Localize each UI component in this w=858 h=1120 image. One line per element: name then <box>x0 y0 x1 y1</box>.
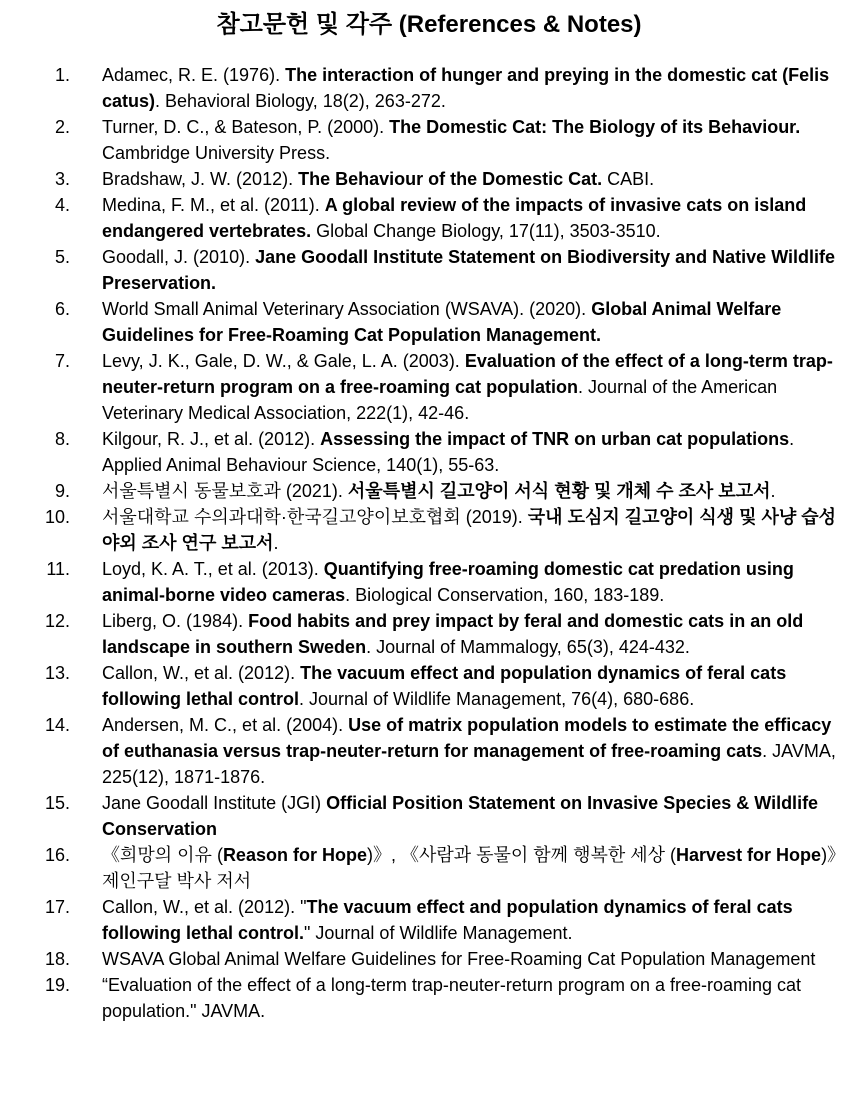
reference-text: . JAVMA, 225(12), 1871-1876. <box>102 741 836 787</box>
reference-item <box>0 114 858 166</box>
reference-text: . <box>770 481 776 501</box>
reference-item <box>0 62 858 114</box>
reference-text: 서울특별시 동물보호과 (2021). <box>102 481 348 501</box>
reference-text: Levy, J. K., Gale, D. W., & Gale, L. A. (2003). <box>102 351 465 371</box>
reference-number: 8. <box>54 429 70 449</box>
reference-item <box>0 296 858 348</box>
reference-title-text: Use of matrix population models to estimate the efficacy of euthanasia versus trap-neuter-return for management of free-roaming cats <box>102 715 832 761</box>
reference-text: . Biological Conservation, 160, 183-189. <box>345 585 665 605</box>
reference-title-text: 국내 도심지 길고양이 식생 및 사냥 습성 야외 조사 연구 보고서 <box>102 507 837 553</box>
reference-text: . Behavioral Biology, 18(2), 263-272. <box>155 91 446 111</box>
reference-title-text: The Behaviour of the Domestic Cat. <box>298 169 603 189</box>
reference-item <box>0 842 858 894</box>
reference-title-text: The Domestic Cat: The Biology of its Behaviour. <box>389 117 801 137</box>
reference-item <box>0 894 858 946</box>
reference-text: Goodall, J. (2010). <box>102 247 256 267</box>
reference-text: Callon, W., et al. (2012). <box>102 663 301 683</box>
reference-text: )》, 《사람과 동물이 함께 행복한 세상 ( <box>366 845 677 865</box>
reference-number: 13. <box>44 663 70 683</box>
reference-title-text: Official Position Statement on Invasive Species & Wildlife Conservation <box>102 793 819 839</box>
reference-text: Adamec, R. E. (1976). <box>102 65 286 85</box>
reference-item <box>0 504 858 556</box>
reference-number: 1. <box>54 65 70 85</box>
reference-text: CABI. <box>602 169 655 189</box>
reference-title-text: Evaluation of the effect of a long-term trap-neuter-return program on a free-roaming cat population <box>102 351 833 397</box>
reference-title-text: Global Animal Welfare Guidelines for Free-Roaming Cat Population Management. <box>102 299 782 345</box>
reference-item <box>0 166 858 192</box>
reference-text: Medina, F. M., et al. (2011). <box>102 195 325 215</box>
reference-title-text: A global review of the impacts of invasive cats on island endangered vertebrates. <box>102 195 807 241</box>
reference-text: Liberg, O. (1984). <box>102 611 249 631</box>
reference-title-text: Assessing the impact of TNR on urban cat populations <box>320 429 790 449</box>
reference-number: 10. <box>44 507 70 527</box>
reference-item <box>0 790 858 842</box>
reference-text: Kilgour, R. J., et al. (2012). <box>102 429 321 449</box>
reference-text: “Evaluation of the effect of a long-term trap-neuter-return program on a free-roaming cat population." JAVMA. <box>102 975 802 1021</box>
reference-text: Turner, D. C., & Bateson, P. (2000). <box>102 117 390 137</box>
reference-title-text: Quantifying free-roaming domestic cat predation using animal-borne video cameras <box>102 559 794 605</box>
reference-text: Loyd, K. A. T., et al. (2013). <box>102 559 324 579</box>
reference-text: Global Change Biology, 17(11), 3503-3510. <box>311 221 661 241</box>
reference-item <box>0 478 858 504</box>
reference-text: . <box>273 533 279 553</box>
reference-item <box>0 348 858 426</box>
reference-item <box>0 972 858 1024</box>
reference-item <box>0 712 858 790</box>
reference-number: 12. <box>44 611 70 631</box>
reference-text: 서울대학교 수의과대학·한국길고양이보호협회 (2019). <box>102 507 528 527</box>
reference-title-text: Harvest for Hope <box>676 845 822 865</box>
reference-title-text: 서울특별시 길고양이 서식 현황 및 개체 수 조사 보고서 <box>347 481 771 501</box>
reference-item <box>0 244 858 296</box>
reference-item <box>0 556 858 608</box>
reference-list <box>0 62 858 1024</box>
reference-text: . Journal of the American Veterinary Medical Association, 222(1), 42-46. <box>102 377 778 423</box>
reference-text: WSAVA Global Animal Welfare Guidelines for Free-Roaming Cat Population Management <box>102 949 816 969</box>
reference-text: . Applied Animal Behaviour Science, 140(1), 55-63. <box>102 429 795 475</box>
reference-number: 4. <box>54 195 70 215</box>
reference-text: . Journal of Mammalogy, 65(3), 424-432. <box>366 637 690 657</box>
reference-number: 9. <box>54 481 70 501</box>
reference-item <box>0 660 858 712</box>
reference-text: Bradshaw, J. W. (2012). <box>102 169 299 189</box>
reference-number: 16. <box>44 845 70 865</box>
reference-number: 15. <box>44 793 70 813</box>
reference-text: Jane Goodall Institute (JGI) <box>102 793 327 813</box>
reference-number: 3. <box>54 169 70 189</box>
reference-text: )》 제인구달 박사 저서 <box>102 845 846 891</box>
reference-title-text: Reason for Hope <box>222 845 367 865</box>
reference-text: World Small Animal Veterinary Association (WSAVA). (2020). <box>102 299 592 319</box>
reference-title-text: The interaction of hunger and preying in the domestic cat (Felis catus) <box>102 65 830 111</box>
reference-number: 19. <box>44 975 70 995</box>
reference-item <box>0 608 858 660</box>
reference-title-text: The vacuum effect and population dynamics of feral cats following lethal control. <box>102 897 793 943</box>
reference-number: 18. <box>44 949 70 969</box>
reference-text: Callon, W., et al. (2012). " <box>102 897 307 917</box>
reference-item <box>0 426 858 478</box>
reference-title-text: Food habits and prey impact by feral and domestic cats in an old landscape in southern Sweden <box>102 611 804 657</box>
reference-number: 5. <box>54 247 70 267</box>
reference-text: . Journal of Wildlife Management, 76(4), 680-686. <box>299 689 695 709</box>
reference-number: 6. <box>54 299 70 319</box>
reference-text: " Journal of Wildlife Management. <box>304 923 573 943</box>
reference-title-text: The vacuum effect and population dynamics of feral cats following lethal control <box>102 663 787 709</box>
reference-number: 14. <box>44 715 70 735</box>
reference-number: 11. <box>46 559 70 579</box>
reference-number: 7. <box>54 351 70 371</box>
reference-item <box>0 192 858 244</box>
reference-number: 2. <box>54 117 70 137</box>
reference-text: Cambridge University Press. <box>102 143 331 163</box>
reference-title-text: Jane Goodall Institute Statement on Biodiversity and Native Wildlife Preservation. <box>102 247 836 293</box>
reference-item <box>0 946 858 972</box>
page-title: 참고문헌 및 각주 (References & Notes) <box>216 11 642 38</box>
reference-text: Andersen, M. C., et al. (2004). <box>102 715 349 735</box>
reference-text: 《희망의 이유 ( <box>102 845 223 865</box>
reference-number: 17. <box>44 897 70 917</box>
